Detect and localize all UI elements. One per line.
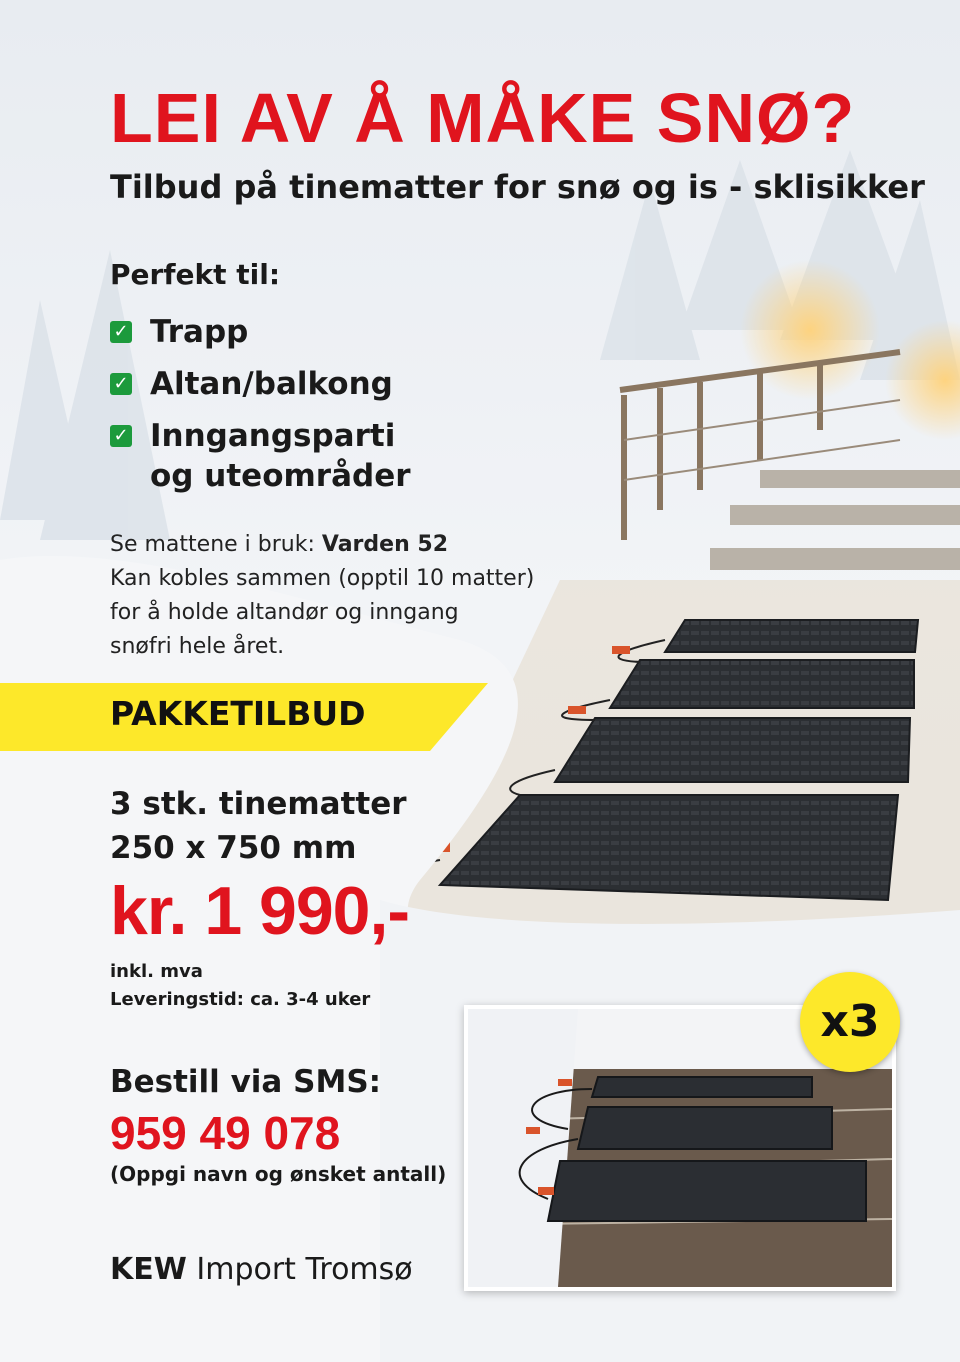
- package-banner: PAKKETILBUD: [110, 694, 366, 733]
- product-line2: 250 x 750 mm: [110, 830, 357, 866]
- company-name: [110, 1252, 413, 1287]
- price: kr. 1 990,-: [110, 873, 410, 949]
- perfect-for-label: Perfekt til:: [110, 258, 281, 291]
- see-location: Varden 52: [321, 532, 448, 557]
- see-label: Se mattene i bruk:: [110, 532, 322, 557]
- list-item: [110, 364, 411, 404]
- check-icon: ✓: [110, 321, 132, 343]
- description-line4: snøfri hele året.: [110, 634, 285, 659]
- company-suffix: Import Tromsø: [186, 1252, 413, 1287]
- list-item: [110, 416, 411, 496]
- product-line1: 3 stk. tinematter: [110, 786, 407, 822]
- company-brand: KEW: [110, 1252, 187, 1287]
- phone-number: 959 49 078: [110, 1107, 341, 1159]
- check-icon: ✓: [110, 373, 132, 395]
- list-item-line2: og uteområder: [150, 458, 411, 494]
- headline: LEI AV Å MÅKE SNØ?: [110, 79, 856, 157]
- sms-order-label: Bestill via SMS:: [110, 1064, 382, 1100]
- list-item-label: Altan/balkong: [150, 366, 393, 402]
- description-line2: Kan kobles sammen (opptil 10 matter): [110, 566, 535, 591]
- quantity-badge: x3: [800, 972, 900, 1072]
- product-description: [110, 782, 407, 870]
- description-line3: for å holde altandør og inngang: [110, 600, 459, 625]
- price-details: [110, 958, 370, 1014]
- delivery-time: Leveringstid: ca. 3-4 uker: [110, 989, 371, 1010]
- list-item-label: Trapp: [150, 314, 249, 350]
- list-item-label: [150, 416, 411, 496]
- list-item: [110, 312, 411, 352]
- subheadline: Tilbud på tinematter for snø og is - sklisikker: [110, 168, 925, 206]
- perfect-for-list: [110, 312, 411, 508]
- order-hint: (Oppgi navn og ønsket antall): [110, 1162, 447, 1186]
- description: [110, 528, 580, 664]
- list-item-line1: Inngangsparti: [150, 418, 396, 454]
- check-icon: ✓: [110, 425, 132, 447]
- vat-note: inkl. mva: [110, 961, 203, 982]
